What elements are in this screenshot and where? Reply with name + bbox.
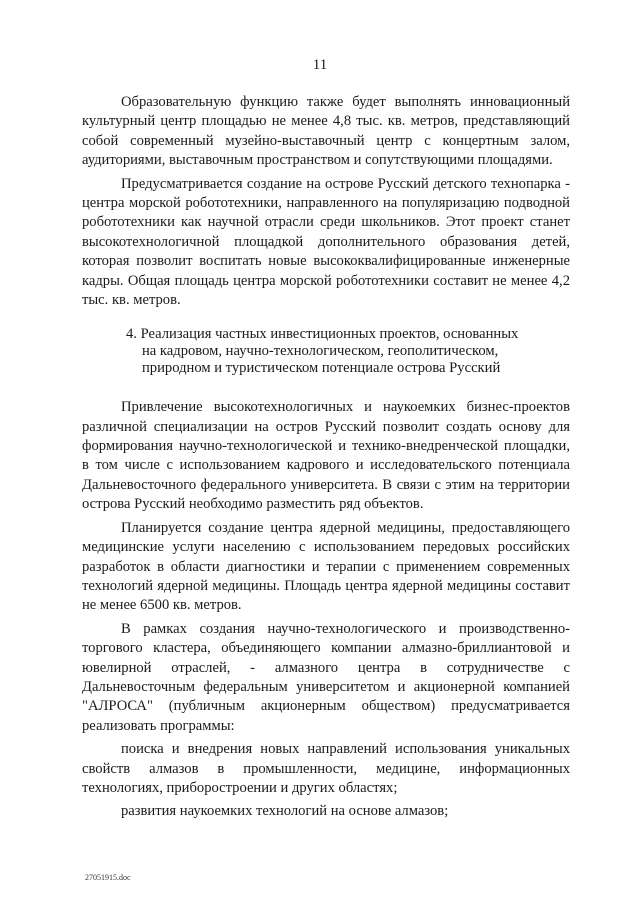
section-heading-line: 4. Реализация частных инвестиционных проектов, основанных: [126, 326, 519, 343]
paragraph-technopark: Предусматривается создание на острове Русский детского технопарка - центра морской робототехники, направленного на популяризацию подводной робототехники как научной отрасли среди школьников. Этот проект станет высокотехнологичной площадкой дополнительного образования детей, которая позволит воспитать новые высококвалифицированные инженерные кадры. Общая площадь центра морской робототехники составит не менее 4,2 тыс. кв. метров.: [82, 175, 570, 309]
footer-filename: 27051915.doc: [85, 873, 131, 882]
paragraph-program-diamond-uses: поиска и внедрения новых направлений использования уникальных свойств алмазов в промышленности, медицине, информационных технологиях, приборостроении и других областях;: [82, 741, 570, 796]
section-heading-line: на кадровом, научно-технологическом, геополитическом,: [142, 343, 499, 360]
paragraph-nuclear-medicine: Планируется создание центра ядерной медицины, предоставляющего медицинские услуги населению с использованием передовых российских разработок в области диагностики и терапии с применением современных технологий ядерной медицины. Площадь центра ядерной медицины составит не менее 6500 кв. метров.: [82, 519, 570, 614]
paragraph-cultural-center: Образовательную функцию также будет выполнять инновационный культурный центр площадью не менее 4,8 тыс. кв. метров, представляющий собой современный музейно-выставочный центр с концертным залом, аудиториями, выставочным пространством и сопутствующими площадями.: [82, 94, 570, 169]
section-heading-line: природном и туристическом потенциале острова Русский: [142, 359, 501, 376]
section-heading: [82, 326, 570, 376]
page-number: 11: [312, 57, 328, 73]
document-body: [82, 93, 570, 822]
paragraph-business-projects: Привлечение высокотехнологичных и наукоемких бизнес-проектов различной специализации на остров Русский позволит создать основу для формирования научно-технологической и технико-внедренческой площадки, в том числе с использованием кадрового и исследовательского потенциала Дальневосточного федерального университета. В связи с этим на территории острова Русский необходимо разместить ряд объектов.: [82, 399, 570, 513]
paragraph-diamond-center: В рамках создания научно-технологического и производственно-торгового кластера, объединяющего компании алмазно-бриллиантовой и ювелирной отраслей, - алмазного центра в сотрудничестве с Дальневосточным федеральным университетом и акционерной компанией "АЛРОСА" (публичным акционерным обществом) предусматривается реализовать программы:: [82, 620, 570, 734]
paragraph-program-technologies: развития наукоемких технологий на основе алмазов;: [121, 803, 449, 820]
